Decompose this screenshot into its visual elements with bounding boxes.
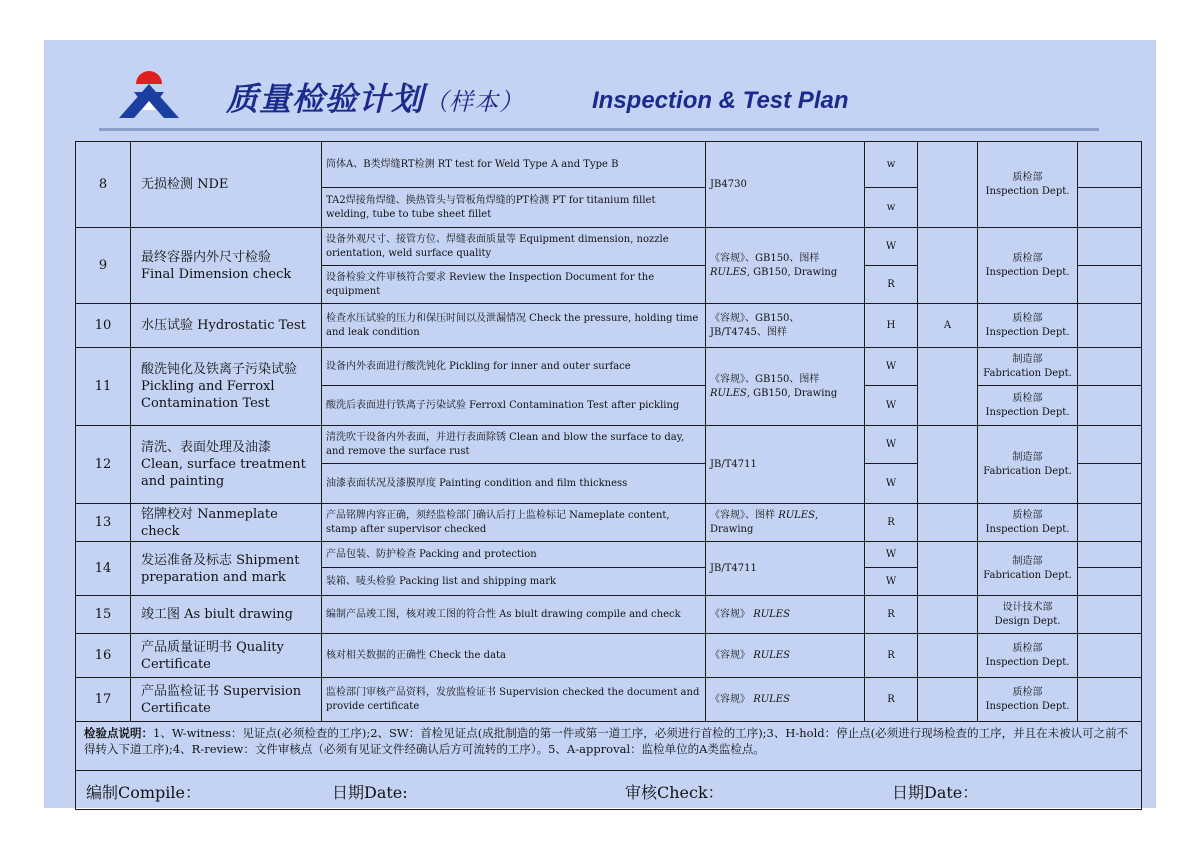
date-label-1: 日期Date: <box>332 783 408 802</box>
standard-reference: JB/T4711 <box>706 426 865 504</box>
item-name: 产品质量证明书 Quality Certificate <box>131 634 322 678</box>
blank-cell <box>1078 188 1142 228</box>
inspection-point: W <box>865 348 918 386</box>
table-row <box>76 304 1142 348</box>
responsible-dept: 制造部 Fabrication Dept. <box>978 348 1078 386</box>
inspection-point: W <box>865 228 918 266</box>
standard-reference: 《容规》、GB150、图样 RULES, GB150, Drawing <box>706 348 865 426</box>
responsible-dept: 质检部 Inspection Dept. <box>978 142 1078 228</box>
standard-reference: 《容规》、GB150、 JB/T4745、图样 <box>706 304 865 348</box>
supervision-point <box>918 634 978 678</box>
responsible-dept: 质检部 Inspection Dept. <box>978 634 1078 678</box>
notes-text: 1、W-witness：见证点(必须检查的工序);2、SW：首检见证点(成批制造的第一件或第一道工序，必须进行首检的工序);3、H-hold：停止点(必须进行现场检查的工序，并且在未被认可之前不得转入下道工序);4、R-review：文件审核点（必须有见证文件经确认后方可流转的工序）。5、A-approval：监检单位的A类监检点。 <box>84 726 1129 756</box>
supervision-point <box>918 678 978 722</box>
title-chinese: 质量检验计划（样本） <box>226 80 525 118</box>
company-logo <box>114 70 184 120</box>
table-row <box>76 504 1142 542</box>
item-name: 发运准备及标志 Shipment preparation and mark <box>131 542 322 596</box>
row-number: 11 <box>76 348 131 426</box>
blank-cell <box>1078 542 1142 568</box>
blank-cell <box>1078 504 1142 542</box>
title-english: Inspection & Test Plan <box>592 87 849 114</box>
table-row <box>76 634 1142 678</box>
blank-cell <box>1078 304 1142 348</box>
table-row <box>76 228 1142 266</box>
inspection-point: R <box>865 678 918 722</box>
row-number: 13 <box>76 504 131 542</box>
blank-cell <box>1078 568 1142 596</box>
blank-cell <box>1078 386 1142 426</box>
inspection-point: w <box>865 142 918 188</box>
item-name: 铭牌校对 Nanmeplate check <box>131 504 322 542</box>
date-label-2: 日期Date： <box>892 783 979 802</box>
check-description: 清洗吹干设备内外表面，并进行表面除锈 Clean and blow the surface to day, and remove the surface rust <box>322 426 706 464</box>
inspection-point: W <box>865 426 918 464</box>
inspection-point: R <box>865 266 918 304</box>
table-row <box>76 596 1142 634</box>
responsible-dept: 质检部 Inspection Dept. <box>978 678 1078 722</box>
table-row <box>76 542 1142 568</box>
responsible-dept: 质检部 Inspection Dept. <box>978 386 1078 426</box>
blank-cell <box>1078 678 1142 722</box>
inspection-table <box>75 141 1142 810</box>
row-number: 15 <box>76 596 131 634</box>
supervision-point <box>918 142 978 228</box>
check-description: 监检部门审核产品资料，发放监检证书 Supervision checked the document and provide certificate <box>322 678 706 722</box>
inspection-point: R <box>865 504 918 542</box>
blank-cell <box>1078 348 1142 386</box>
check-description: 产品铭牌内容正确，须经监检部门确认后打上监检标记 Nameplate content, stamp after supervisor checked <box>322 504 706 542</box>
item-name: 无损检测 NDE <box>131 142 322 228</box>
inspection-point: R <box>865 596 918 634</box>
title-underline <box>99 128 1099 131</box>
row-number: 10 <box>76 304 131 348</box>
blank-cell <box>1078 142 1142 188</box>
blank-cell <box>1078 596 1142 634</box>
notes-row <box>76 722 1142 771</box>
supervision-point <box>918 228 978 304</box>
check-description: 编制产品竣工图，核对竣工图的符合性 As biult drawing compile and check <box>322 596 706 634</box>
check-description: 装箱、唛头检验 Packing list and shipping mark <box>322 568 706 596</box>
standard-reference: 《容规》 RULES <box>706 678 865 722</box>
blank-cell <box>1078 266 1142 304</box>
check-description: 设备内外表面进行酸洗钝化 Pickling for inner and outer surface <box>322 348 706 386</box>
check-label: 审核Check： <box>625 783 724 802</box>
check-description: 筒体A、B类焊缝RT检测 RT test for Weld Type A and Type B <box>322 142 706 188</box>
inspection-point: W <box>865 386 918 426</box>
responsible-dept: 质检部 Inspection Dept. <box>978 228 1078 304</box>
row-number: 8 <box>76 142 131 228</box>
standard-reference: 《容规》、图样 RULES, Drawing <box>706 504 865 542</box>
inspection-point: W <box>865 464 918 504</box>
notes-label: 检验点说明： <box>84 726 153 740</box>
supervision-point <box>918 596 978 634</box>
check-description: 核对相关数据的正确性 Check the data <box>322 634 706 678</box>
row-number: 16 <box>76 634 131 678</box>
supervision-point <box>918 542 978 596</box>
standard-reference: JB4730 <box>706 142 865 228</box>
table-row <box>76 426 1142 464</box>
check-description: 设备检验文件审核符合要求 Review the Inspection Document for the equipment <box>322 266 706 304</box>
supervision-point: A <box>918 304 978 348</box>
supervision-point <box>918 348 978 426</box>
blank-cell <box>1078 634 1142 678</box>
standard-reference: 《容规》 RULES <box>706 596 865 634</box>
compile-label: 编制Compile： <box>86 783 201 802</box>
document-page <box>44 40 1156 808</box>
item-name: 酸洗钝化及铁离子污染试验 Pickling and Ferroxl Contamination Test <box>131 348 322 426</box>
blank-cell <box>1078 426 1142 464</box>
row-number: 9 <box>76 228 131 304</box>
item-name: 竣工图 As biult drawing <box>131 596 322 634</box>
standard-reference: 《容规》 RULES <box>706 634 865 678</box>
inspection-point: w <box>865 188 918 228</box>
row-number: 14 <box>76 542 131 596</box>
check-description: TA2焊接角焊缝、换热管头与管板角焊缝的PT检测 PT for titanium fillet welding, tube to tube sheet fillet <box>322 188 706 228</box>
row-number: 12 <box>76 426 131 504</box>
blank-cell <box>1078 464 1142 504</box>
check-description: 油漆表面状况及漆膜厚度 Painting condition and film thickness <box>322 464 706 504</box>
blank-cell <box>1078 228 1142 266</box>
item-name: 最终容器内外尺寸检验 Final Dimension check <box>131 228 322 304</box>
inspection-point: H <box>865 304 918 348</box>
row-number: 17 <box>76 678 131 722</box>
responsible-dept: 制造部 Fabrication Dept. <box>978 426 1078 504</box>
signature-row <box>76 771 1142 810</box>
inspection-point: R <box>865 634 918 678</box>
check-description: 检查水压试验的压力和保压时间以及泄漏情况 Check the pressure, holding time and leak condition <box>322 304 706 348</box>
responsible-dept: 设计技术部 Design Dept. <box>978 596 1078 634</box>
responsible-dept: 质检部 Inspection Dept. <box>978 304 1078 348</box>
supervision-point <box>918 426 978 504</box>
table-row <box>76 678 1142 722</box>
table-row <box>76 142 1142 188</box>
check-description: 设备外观尺寸、接管方位、焊缝表面质量等 Equipment dimension, nozzle orientation, weld surface quality <box>322 228 706 266</box>
inspection-point: W <box>865 542 918 568</box>
inspection-point: W <box>865 568 918 596</box>
responsible-dept: 质检部 Inspection Dept. <box>978 504 1078 542</box>
item-name: 清洗、表面处理及油漆 Clean, surface treatment and painting <box>131 426 322 504</box>
check-description: 酸洗后表面进行铁离子污染试验 Ferroxl Contamination Test after pickling <box>322 386 706 426</box>
standard-reference: 《容规》、GB150、图样 RULES, GB150, Drawing <box>706 228 865 304</box>
responsible-dept: 制造部 Fabrication Dept. <box>978 542 1078 596</box>
item-name: 水压试验 Hydrostatic Test <box>131 304 322 348</box>
check-description: 产品包装、防护检查 Packing and protection <box>322 542 706 568</box>
item-name: 产品监检证书 Supervision Certificate <box>131 678 322 722</box>
table-row <box>76 348 1142 386</box>
supervision-point <box>918 504 978 542</box>
standard-reference: JB/T4711 <box>706 542 865 596</box>
